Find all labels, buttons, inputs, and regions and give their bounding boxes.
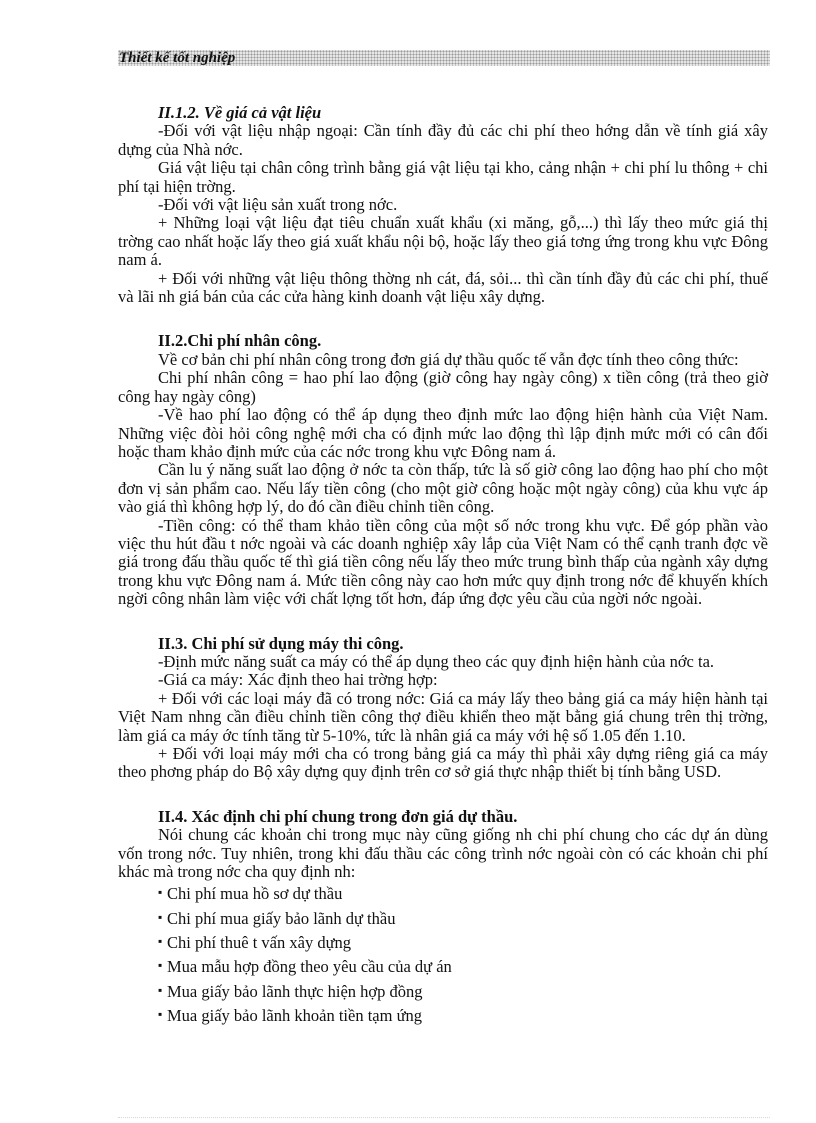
paragraph: -Đối với vật liệu nhập ngoại: Cần tính đầy đủ các chi phí theo hớng dẫn về tính giá xây dựng của Nhà nớc. — [118, 121, 768, 159]
paragraph: + Đối với các loại máy đã có trong nớc: Giá ca máy lấy theo bảng giá ca máy hiện hành tại Việt Nam nhng cần điều chỉnh tiền công thợ điều khiển theo mặt bằng giá chung trên thị trờng, làm giá ca máy ớc tính tăng từ 5-10%, tức là nhân giá ca máy với hệ số 1.05 đến 1.10. — [118, 688, 768, 745]
list-item-text: Chi phí mua giấy bảo lãnh dự thầu — [167, 908, 396, 928]
paragraph: -Giá ca máy: Xác định theo hai trờng hợp: — [158, 670, 438, 690]
document-body — [118, 104, 768, 1027]
list-item-text: Chi phí thuê t vấn xây dựng — [167, 933, 352, 953]
list-item — [158, 1003, 768, 1027]
paragraph: -Về hao phí lao động có thể áp dụng theo định mức lao động hiện hành của Việt Nam. Những việc đòi hỏi công nghệ mới cha có định mức lao động thì lập định mức mới có cân đối hoặc tham khảo định mức của các nớc trong khu vực Đông nam á. — [118, 405, 768, 461]
bullet-icon: ▪ — [158, 934, 163, 949]
cost-list — [118, 881, 768, 1027]
paragraph: + Những loại vật liệu đạt tiêu chuẩn xuất khẩu (xi măng, gỗ,...) thì lấy theo mức giá thị trờng cao nhất hoặc lấy theo giá xuất khẩu nội bộ, hoặc lấy theo giá tơng ứng trong khu vực Đông nam á. — [118, 213, 768, 270]
paragraph: + Đối với những vật liệu thông thờng nh cát, đá, sỏi... thì cần tính đầy đủ các chi phí, thuế và lãi nh giá bán của các cửa hàng kinh doanh vật liệu xây dựng. — [118, 268, 768, 307]
section-heading: II.1.2. Về giá cả vật liệu — [158, 103, 322, 122]
paragraph: Cần lu ý năng suất lao động ở nớc ta còn thấp, tức là số giờ công lao động hao phí cho một đơn vị sản phẩm cao. Nếu lấy tiền công (cho một giờ công hoặc một ngày công) của khu vực áp vào giá thì không hợp lý, do đó cần điều chỉnh tiền công. — [118, 460, 768, 517]
list-item-text: Mua giấy bảo lãnh khoản tiền tạm ứng — [167, 1005, 423, 1025]
paragraph: -Tiền công: có thể tham khảo tiền công của một số nớc trong khu vực. Để góp phần vào việc thu hút đầu t nớc ngoài và các doanh nghiệp xây lắp của Việt Nam có thể cạnh tranh đợc về giá trong đấu thầu quốc tế thì giá tiền công nếu lấy theo mức trung bình thấp của ngành xây dựng trong khu vực Đông nam á. Mức tiền công này cao hơn mức quy định trong nớc để khuyến khích ngời công nhân làm việc với chất lợng tốt hơn, đáp ứng đợc yêu cầu của ngời nớc ngoài. — [118, 515, 768, 609]
paragraph: -Định mức năng suất ca máy có thể áp dụng theo các quy định hiện hành của nớc ta. — [158, 651, 715, 671]
bullet-icon: ▪ — [158, 1006, 163, 1021]
paragraph: + Đối với loại máy mới cha có trong bảng giá ca máy thì phải xây dựng riêng giá ca máy theo phơng pháp do Bộ xây dựng quy định trên cơ sở giá thực nhập thiết bị tính bằng USD. — [118, 744, 768, 782]
list-item — [158, 954, 768, 978]
bullet-icon: ▪ — [158, 885, 163, 900]
list-item-text: Chi phí mua hồ sơ dự thầu — [167, 884, 343, 904]
bullet-icon: ▪ — [158, 958, 163, 973]
paragraph: Chi phí nhân công = hao phí lao động (giờ công hay ngày công) x tiền công (trả theo giờ công hay ngày công) — [118, 368, 768, 406]
paragraph: Về cơ bản chi phí nhân công trong đơn giá dự thầu quốc tế vẫn đợc tính theo công thức: — [158, 349, 739, 369]
footer-divider — [118, 1117, 770, 1118]
list-item-text: Mua mẫu hợp đồng theo yêu cầu của dự án — [167, 957, 452, 977]
list-item — [158, 930, 768, 954]
section-heading: II.2.Chi phí nhân công. — [158, 331, 322, 351]
running-header: Thiết kế tốt nghiệp — [119, 50, 236, 66]
list-item — [158, 979, 768, 1003]
section-heading: II.3. Chi phí sử dụng máy thi công. — [158, 633, 404, 653]
paragraph: -Đối với vật liệu sản xuất trong nớc. — [158, 195, 398, 215]
bullet-icon: ▪ — [158, 909, 163, 924]
section-heading: II.4. Xác định chi phí chung trong đơn giá dự thầu. — [158, 806, 518, 826]
list-item-text: Mua giấy bảo lãnh thực hiện hợp đồng — [167, 981, 423, 1001]
list-item — [158, 906, 768, 930]
paragraph: Giá vật liệu tại chân công trình bằng giá vật liệu tại kho, cảng nhận + chi phí lu thông + chi phí tại hiện trờng. — [118, 158, 768, 196]
list-item — [158, 881, 768, 905]
paragraph: Nói chung các khoản chi trong mục này cũng giống nh chi phí chung cho các dự án dùng vốn trong nớc. Tuy nhiên, trong khi đấu thầu các công trình nớc ngoài còn có các khoản chi phí khác mà trong nớc cha quy định nh: — [118, 825, 768, 882]
bullet-icon: ▪ — [158, 982, 163, 997]
